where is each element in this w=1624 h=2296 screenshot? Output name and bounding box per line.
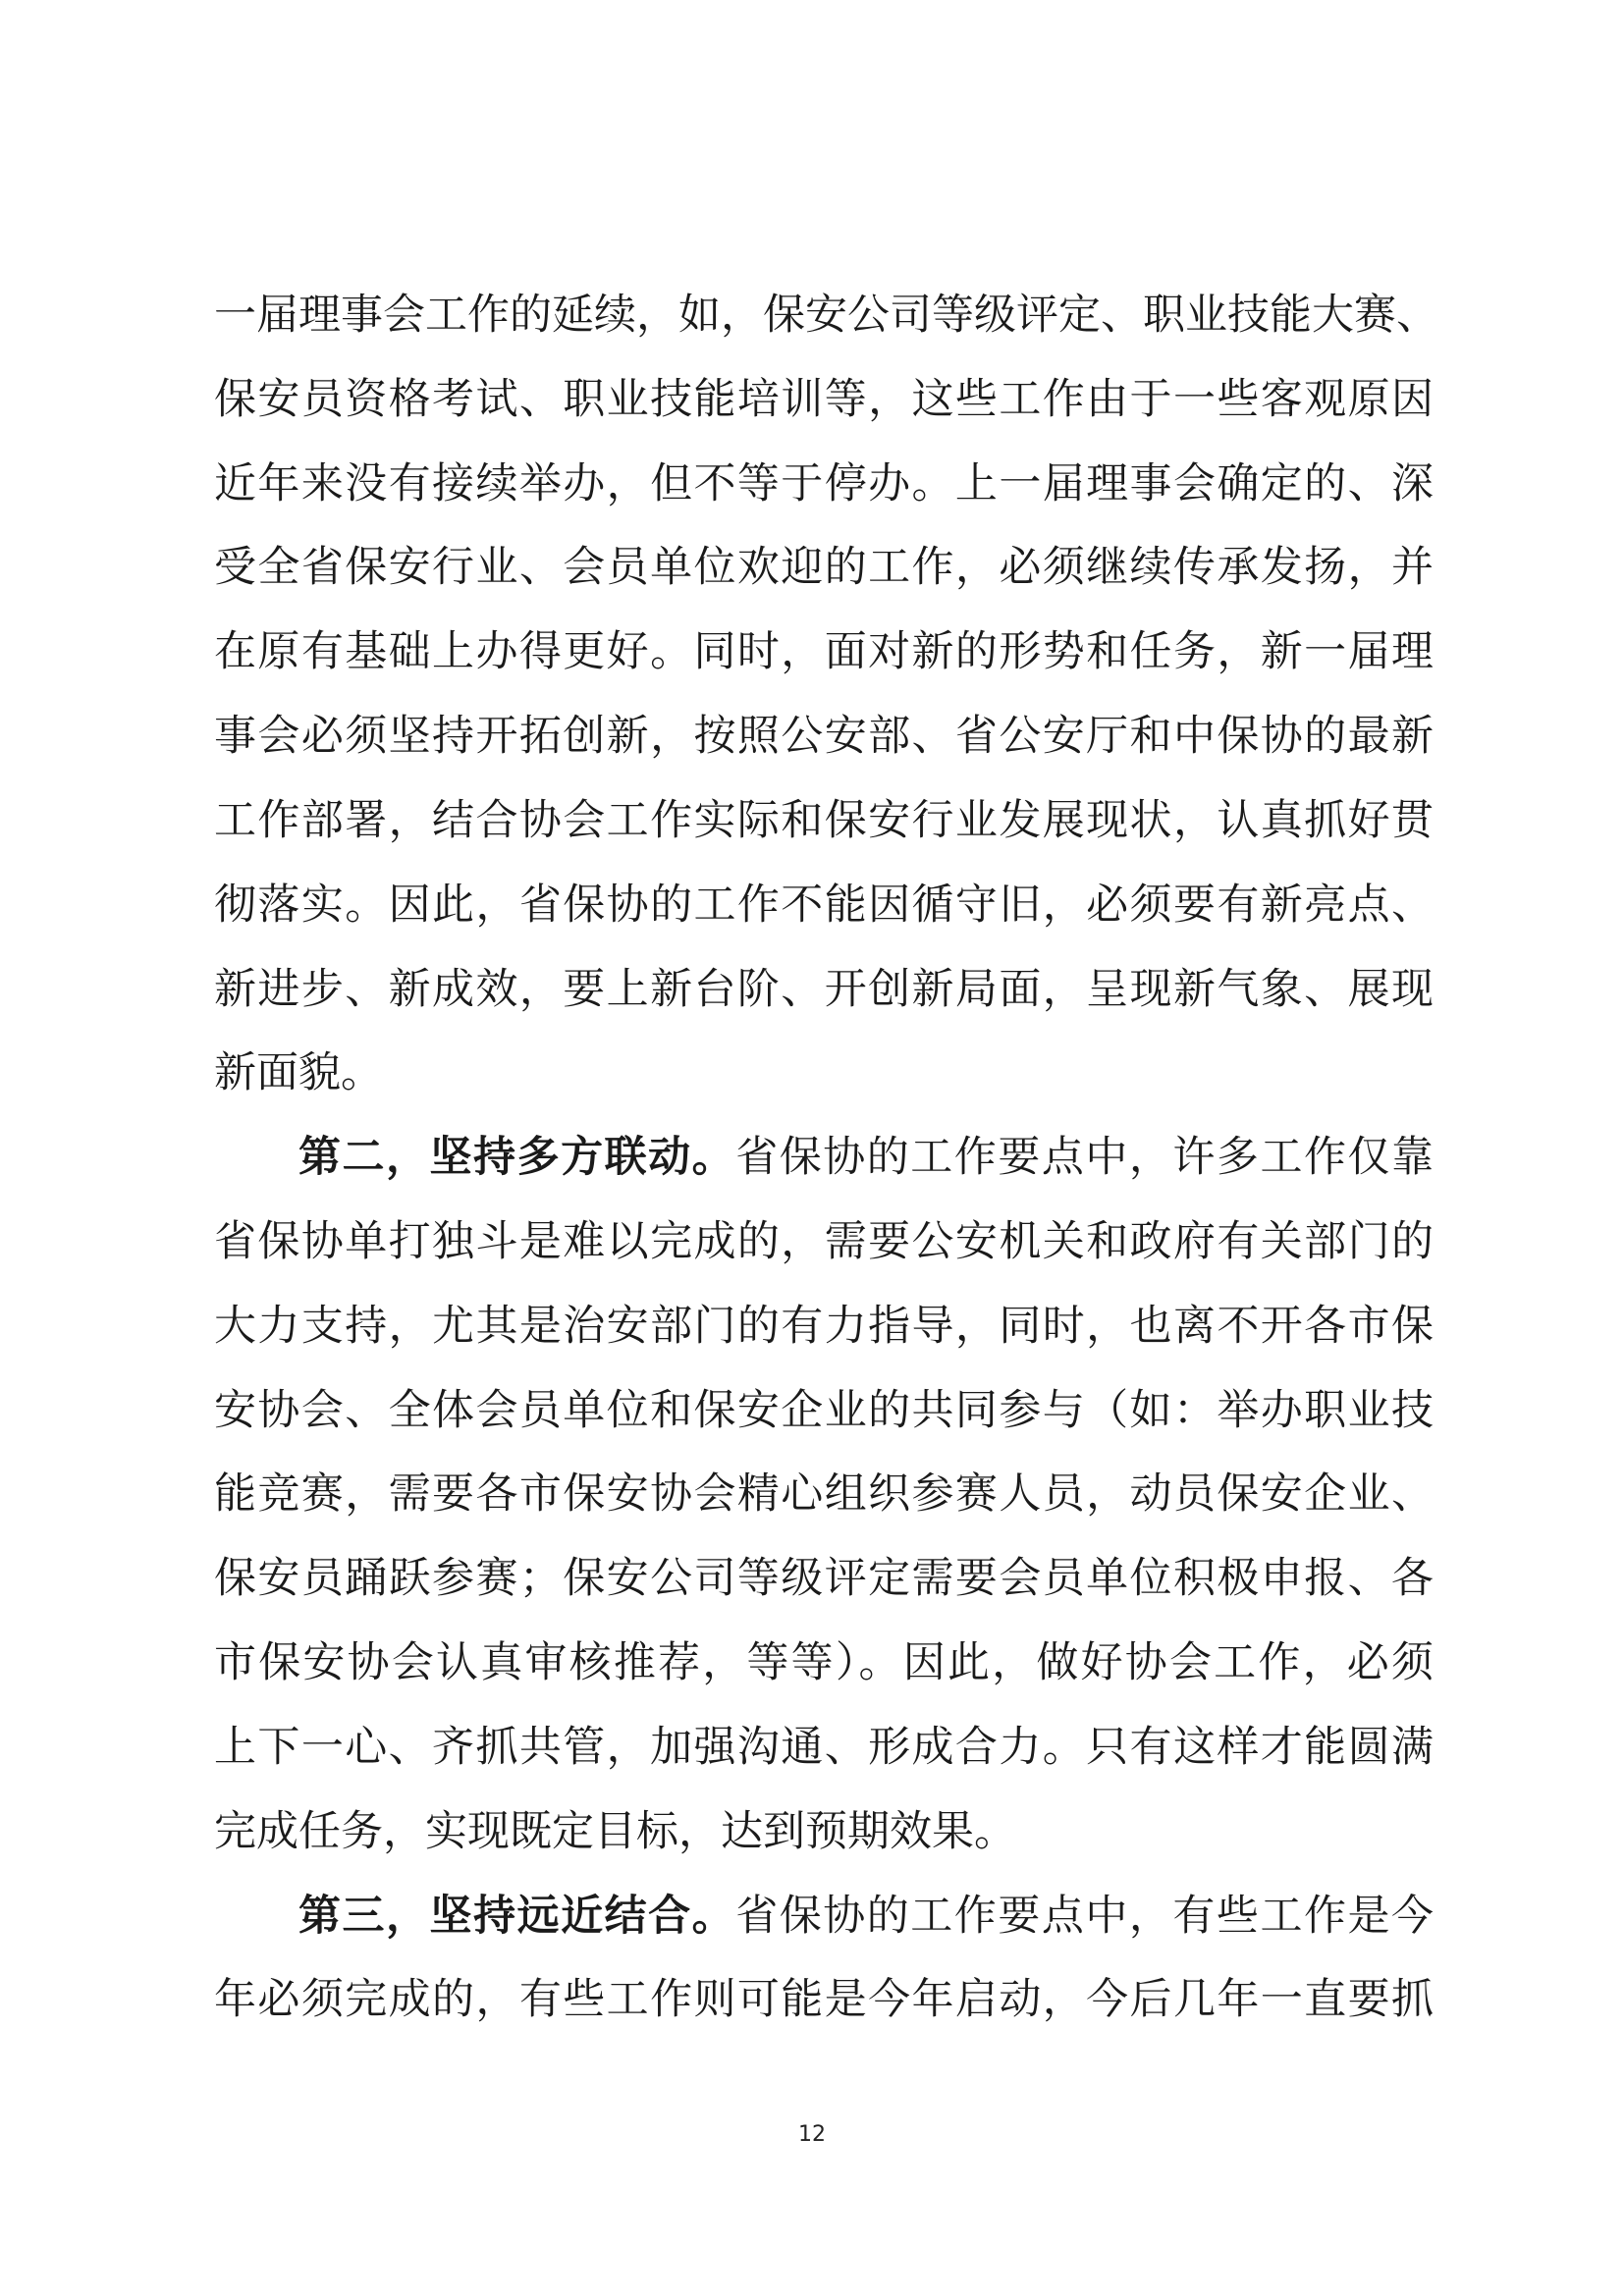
paragraph-first-line <box>298 1887 1434 1946</box>
text-line: 保安员资格考试、职业技能培训等，这些工作由于一些客观原因 <box>214 375 1434 424</box>
text-line: 上下一心、齐抓共管，加强沟通、形成合力。只有这样才能圆满 <box>214 1723 1434 1772</box>
text-line: 在原有基础上办得更好。同时，面对新的形势和任务，新一届理 <box>214 627 1434 676</box>
text-line: 新进步、新成效，要上新台阶、开创新局面，呈现新气象、展现 <box>214 965 1434 1014</box>
text-line: 新面貌。 <box>214 1048 383 1097</box>
text-line: 事会必须坚持开拓创新，按照公安部、省公安厅和中保协的最新 <box>214 712 1434 761</box>
paragraph-text: 省保协的工作要点中，有些工作是今 <box>735 1892 1435 1941</box>
text-line: 近年来没有接续举办，但不等于停办。上一届理事会确定的、深 <box>214 459 1434 508</box>
text-line: 能竞赛，需要各市保安协会精心组织参赛人员，动员保安企业、 <box>214 1469 1434 1519</box>
text-line: 完成任务，实现既定目标，达到预期效果。 <box>214 1807 1016 1856</box>
text-line: 一届理事会工作的延续，如，保安公司等级评定、职业技能大赛、 <box>214 291 1438 340</box>
text-line: 年必须完成的，有些工作则可能是今年启动，今后几年一直要抓 <box>214 1975 1434 2024</box>
text-line: 大力支持，尤其是治安部门的有力指导，同时，也离不开各市保 <box>214 1302 1434 1351</box>
paragraph-first-line <box>298 1128 1434 1187</box>
page-number: 12 <box>798 2122 826 2147</box>
paragraph-heading: 第三，坚持远近结合。 <box>298 1892 736 1941</box>
text-line: 彻落实。因此，省保协的工作不能因循守旧，必须要有新亮点、 <box>214 881 1434 930</box>
paragraph-text: 省保协的工作要点中，许多工作仅靠 <box>735 1133 1435 1182</box>
text-line: 安协会、全体会员单位和保安企业的共同参与（如：举办职业技 <box>214 1386 1434 1435</box>
text-line: 省保协单打独斗是难以完成的，需要公安机关和政府有关部门的 <box>214 1217 1434 1266</box>
text-line: 工作部署，结合协会工作实际和保安行业发展现状，认真抓好贯 <box>214 796 1434 845</box>
text-line: 保安员踊跃参赛；保安公司等级评定需要会员单位积极申报、各 <box>214 1554 1434 1603</box>
text-line: 受全省保安行业、会员单位欢迎的工作，必须继续传承发扬，并 <box>214 543 1434 592</box>
paragraph-heading: 第二，坚持多方联动。 <box>298 1133 736 1182</box>
text-line: 市保安协会认真审核推荐，等等）。因此，做好协会工作，必须 <box>214 1638 1434 1687</box>
